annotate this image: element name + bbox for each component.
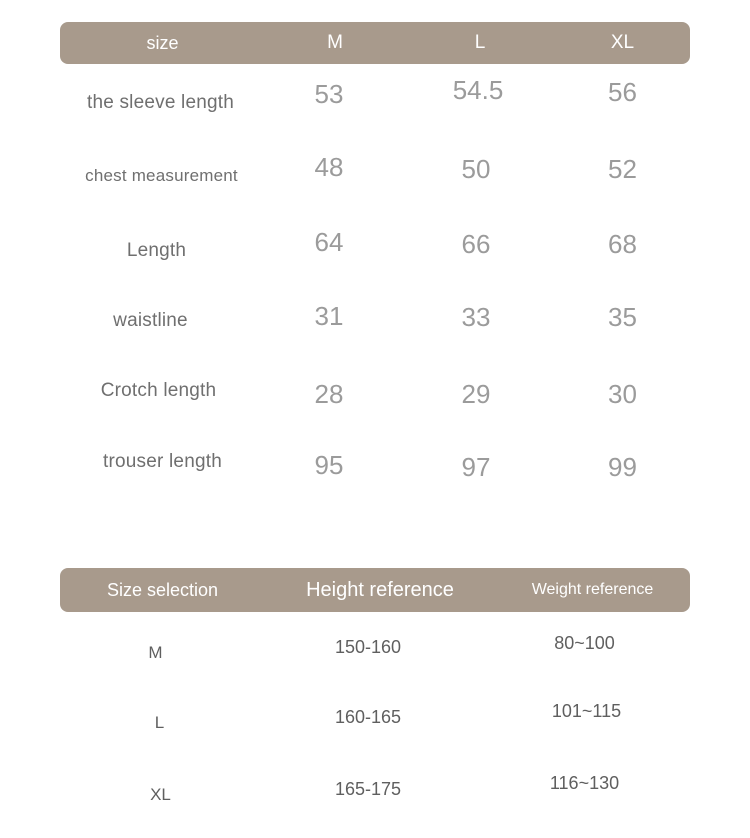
table-row [60, 682, 690, 752]
table-row [60, 210, 690, 283]
row-value-l: 29 [461, 379, 491, 409]
row-value-l: 50 [461, 154, 491, 184]
row-value-l: 66 [461, 229, 491, 259]
table-row [60, 752, 690, 822]
row-value-l: 33 [461, 302, 491, 332]
row-value-xl: 56 [608, 77, 637, 107]
selection-header-height: Height reference [306, 578, 454, 601]
row-height: 150-160 [334, 636, 402, 657]
row-value-l: 97 [461, 452, 491, 482]
table-row [60, 356, 690, 429]
row-value-m: 64 [314, 227, 344, 257]
table-row [60, 612, 690, 682]
row-label: Crotch length [100, 379, 217, 401]
row-value-xl: 52 [608, 154, 637, 184]
measurement-header-xl: XL [610, 32, 635, 53]
measurement-table-header-row [60, 22, 690, 64]
table-row [60, 283, 690, 356]
row-label: chest measurement [85, 165, 238, 185]
table-row [60, 137, 690, 210]
measurement-header-l: L [474, 32, 486, 53]
row-label: Length [126, 239, 187, 261]
selection-table-header-row [60, 568, 690, 612]
row-label: waistline [113, 309, 188, 331]
row-size: L [154, 713, 165, 732]
row-weight: 116~130 [549, 772, 620, 793]
row-label: trouser length [103, 450, 222, 472]
row-weight: 80~100 [554, 632, 615, 653]
measurement-header-size: size [146, 32, 179, 53]
measurement-header-m: M [327, 32, 343, 53]
selection-header-weight: Weight reference [531, 581, 654, 598]
size-selection-table [60, 568, 690, 822]
selection-header-size: Size selection [106, 579, 219, 600]
row-value-m: 31 [314, 301, 344, 331]
row-value-m: 53 [314, 79, 344, 109]
row-label: the sleeve length [86, 91, 235, 113]
row-value-m: 48 [314, 152, 344, 182]
row-height: 165-175 [334, 778, 402, 799]
row-value-xl: 30 [608, 379, 637, 409]
row-value-l: 54.5 [452, 75, 504, 105]
row-weight: 101~115 [551, 700, 622, 721]
row-value-xl: 99 [608, 452, 637, 482]
row-size: XL [150, 785, 171, 804]
row-value-xl: 35 [608, 302, 637, 332]
row-height: 160-165 [334, 706, 402, 727]
row-value-xl: 68 [608, 229, 637, 259]
measurement-table [60, 22, 690, 502]
row-value-m: 28 [314, 379, 344, 409]
table-row [60, 429, 690, 502]
row-value-m: 95 [314, 450, 344, 480]
table-row [60, 64, 690, 137]
row-size: M [148, 643, 163, 662]
